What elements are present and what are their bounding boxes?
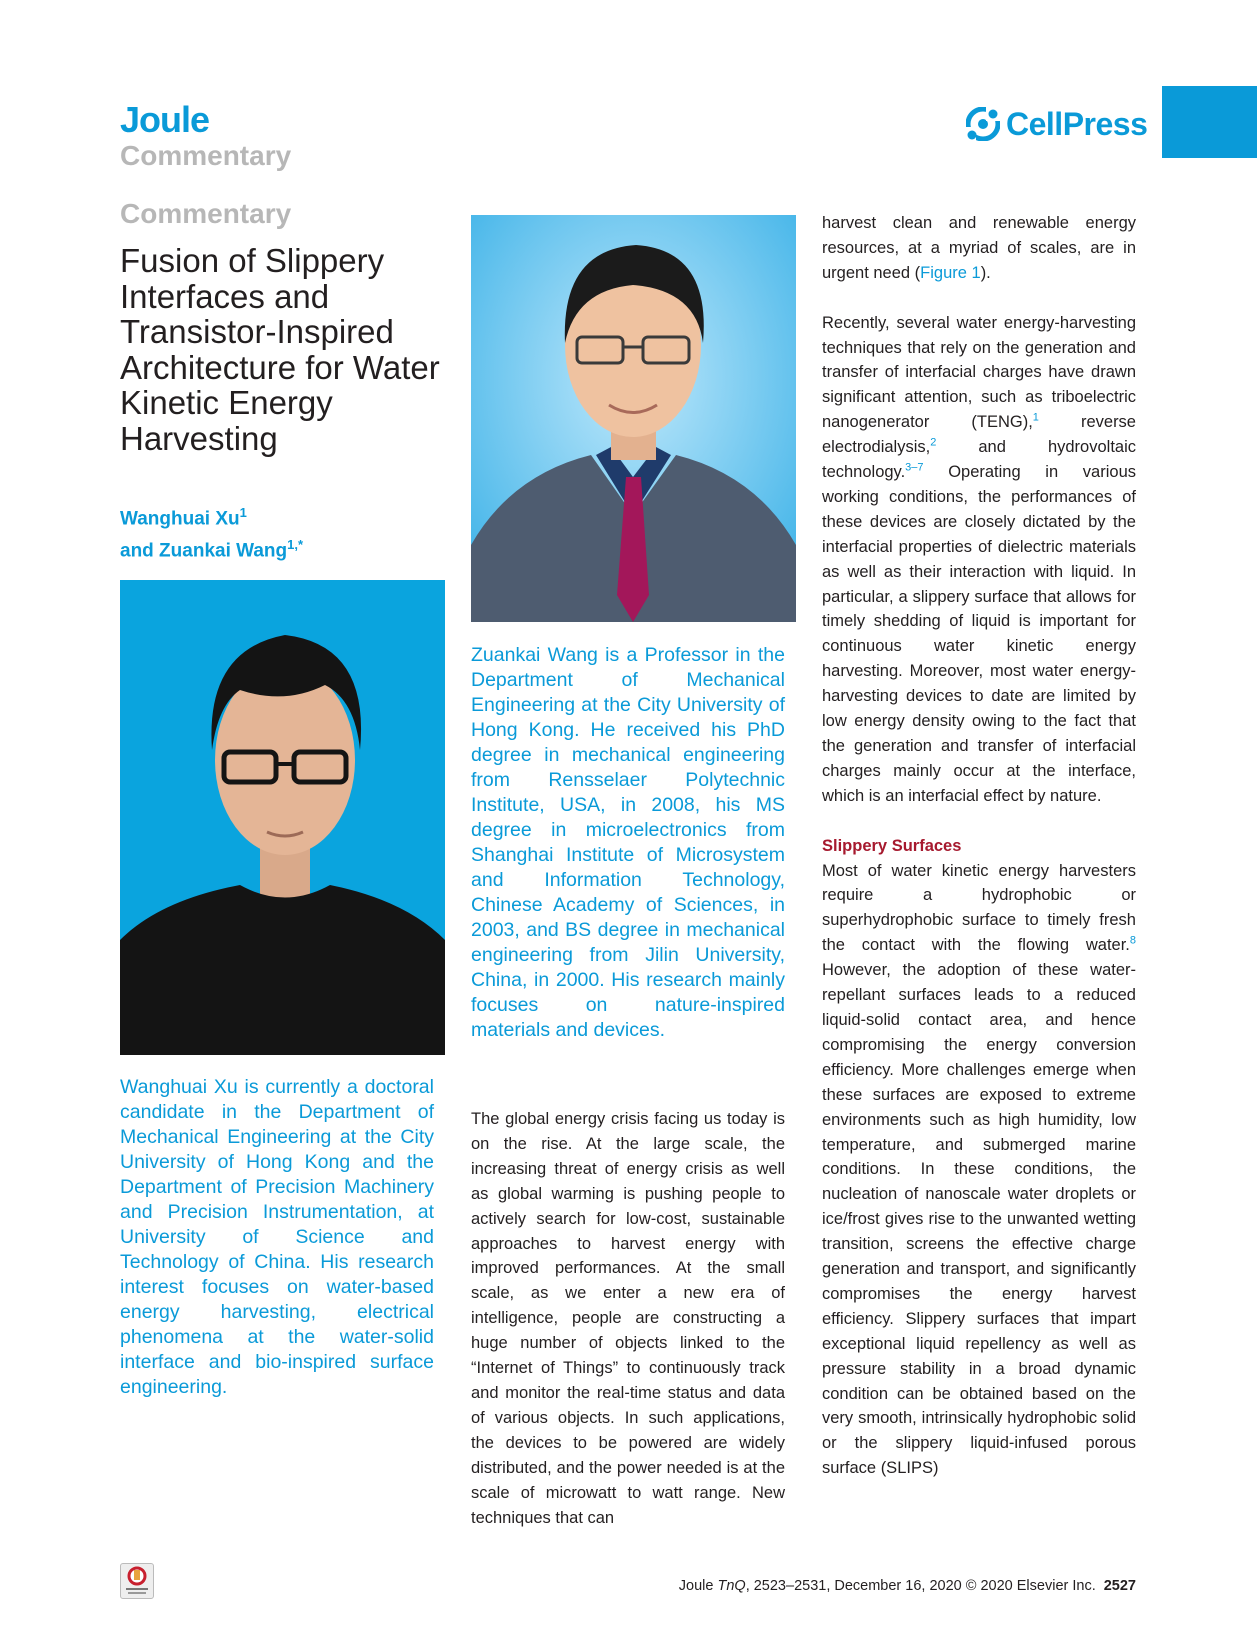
article-title: Fusion of Slippery Interfaces and Transistor-Inspired Architecture for Water Kinetic Energy Harvesting xyxy=(120,242,440,457)
bio-wang: Zuankai Wang is a Professor in the Department of Mechanical Engineering at the City University of Hong Kong. He received his PhD degree in mechanical engineering from Rensselaer Polytechnic Institute, USA, in 2008, his MS degree in microelectronics from Shanghai Institute of Microsystem and Information Technology, Chinese Academy of Sciences, in 2003, and BS degree in mechanical engineering from Jilin University, China, in 2000. His research mainly focuses on nature-inspired materials and devices. xyxy=(471,644,785,1041)
footer-journal: Joule xyxy=(678,1578,718,1594)
footer-journal-italic: TnQ xyxy=(717,1578,746,1594)
author-list xyxy=(120,500,303,565)
body-column-middle xyxy=(471,1107,785,1530)
figure-1-link[interactable]: Figure 1 xyxy=(920,263,981,282)
page-footer xyxy=(674,1578,1136,1594)
body-paragraph: The global energy crisis facing us today is on the rise. At the large scale, the increasing threat of energy crisis as well as global warming is pushing people to actively search for low-cost, sustainable approaches to harvest energy with improved performances. At the small scale, as we enter a new era of intelligence, people are constructing a huge number of objects linked to the “Internet of Things” to continuously track and monitor the real-time status and data of various objects. In such applications, the devices to be powered are widely distributed, and the power needed is at the scale of microwatt to watt range. New techniques that can xyxy=(471,1110,785,1527)
section-heading: Slippery Surfaces xyxy=(822,836,962,855)
corner-color-tab xyxy=(1162,86,1257,158)
author-2-affiliation: 1,* xyxy=(287,537,304,553)
body-paragraph: harvest clean and renewable energy resources, at a myriad of scales, are in urgent need (Figure 1). xyxy=(822,214,1136,282)
body-column-right xyxy=(822,211,1136,1481)
reference-link[interactable]: 1 xyxy=(1032,411,1039,424)
section-label: Commentary xyxy=(120,140,292,171)
body-paragraph: Recently, several water energy-harvesting techniques that rely on the generation and transfer of interfacial charges have drawn significant attention, such as triboelectric nanogenerator (TENG),$^1$ reverse electrodialysis,$^2$ and hydrovoltaic technology.$^{3-7}$ Operating in various working conditions, the performances of these devices are closely dictated by the interfacial properties of dielectric materials as well as their interaction with liquid. In particular, a slippery surface that allows for timely shedding of liquid is important for continuous water kinetic energy harvesting. Moreover, most water energy-harvesting devices to date are limited by low energy density owing to the fact that the generation and transfer of interfacial charges mainly occur at the interface, which is an interfacial effect by nature. xyxy=(822,313,1136,805)
bio-xu: Wanghuai Xu is currently a doctoral candidate in the Department of Mechanical Engineering at the City University of Hong Kong and the Department of Precision Machinery and Precision Instrumentation, at University of Science and Technology of China. His research interest focuses on water-based energy harvesting, electrical phenomena at the water-solid interface and bio-inspired surface engineering. xyxy=(120,1076,434,1398)
reference-link[interactable]: 8 xyxy=(1129,934,1136,947)
author-1-affiliation: 1 xyxy=(239,505,247,520)
author-photo-xu xyxy=(120,580,445,1055)
cellpress-logo[interactable] xyxy=(966,104,1147,144)
check-for-updates-badge[interactable] xyxy=(120,1563,154,1599)
cellpress-wordmark: CellPress xyxy=(1006,105,1148,142)
reference-link[interactable]: 3–7 xyxy=(905,461,924,474)
page-number: 2527 xyxy=(1103,1578,1136,1594)
author-2[interactable]: and Zuankai Wang xyxy=(120,540,288,562)
author-photo-wang xyxy=(471,215,796,622)
body-paragraph: Most of water kinetic energy harvesters require a hydrophobic or superhydrophobic surface to timely fresh the contact with the flowing water.$^8$ However, the adoption of these water-repellant surfaces leads to a reduced liquid-solid contact area, and hence compromising the energy conversion efficiency. More challenges emerge when these surfaces are exposed to extreme environments such as high humidity, low temperature, and submerged marine conditions. In these conditions, the nucleation of nanoscale water droplets or ice/frost gives rise to the unwanted wetting transition, screens the effective charge generation and transport, and significantly compromises the energy harvest efficiency. Slippery surfaces that impart exceptional liquid repellency as well as pressure stability in a broad dynamic condition can be obtained based on the very smooth, intrinsically hydrophobic solid or the slippery liquid-infused porous surface (SLIPS) xyxy=(822,861,1136,1478)
author-1[interactable]: Wanghuai Xu xyxy=(120,508,240,530)
reference-link[interactable]: 2 xyxy=(930,436,937,449)
article-type: Commentary xyxy=(120,198,292,229)
cellpress-icon xyxy=(966,107,1000,141)
journal-logo[interactable]: Joule xyxy=(120,99,210,140)
footer-citation: , 2523–2531, December 16, 2020 © 2020 Elsevier Inc. xyxy=(745,1578,1096,1594)
